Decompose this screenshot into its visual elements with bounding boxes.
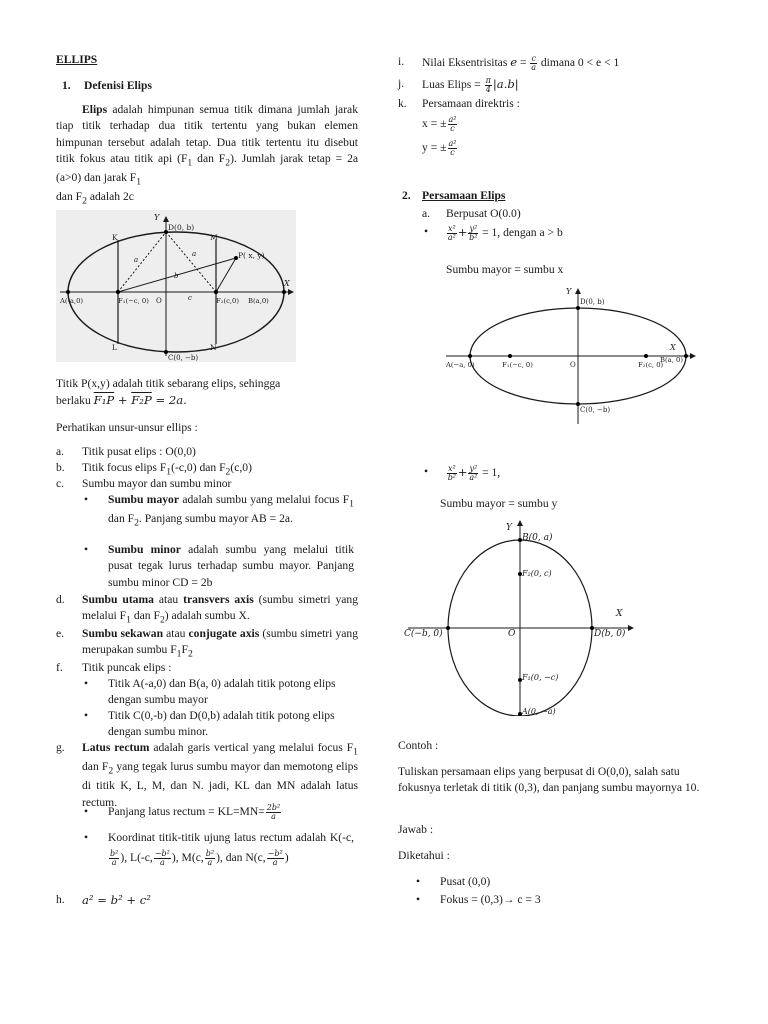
- svg-text:C(0, −b): C(0, −b): [580, 406, 611, 414]
- item-a: a. Titik pusat elips : O(0,0): [56, 445, 196, 458]
- svg-text:N: N: [210, 343, 217, 352]
- section2-a-mark: a.: [422, 207, 431, 220]
- sumbu-mayor-x: Sumbu mayor = sumbu x: [446, 263, 564, 276]
- item-c-mayor: • Sumbu mayor adalah sumbu yang melalui focus $F_1$ dan $F_2$. Panjang sumbu mayor AB = 2a.: [84, 493, 354, 529]
- svg-text:Y: Y: [506, 523, 512, 533]
- item-g-bullet1: • Panjang latus rectum = KL=MN= $\frac{\text{2b²}}{a}$: [84, 803, 281, 821]
- svg-text:P( x, y): P( x, y): [238, 251, 265, 260]
- item-f: f. Titik puncak elips :: [56, 661, 172, 674]
- unsur-intro: Perhatikan unsur-unsur ellips :: [56, 421, 198, 434]
- svg-text:K: K: [112, 233, 118, 242]
- term-elips: Elips: [82, 103, 108, 116]
- diketahui-bullet1: • Pusat (0,0): [416, 875, 491, 888]
- equation-vertical: • $\frac{\text{x²}}{\text{b²}}$ + $\frac{\text{y²}}{\text{a²}}$ = 1,: [424, 463, 501, 482]
- point-p-paragraph: Titik P(x,y) adalah titik sebarang elips, sehingga berlaku F₁P + F₂P = 2a.: [56, 377, 281, 408]
- definition-paragraph: Elips adalah himpunan semua titik dimana jumlah jarak tiap titik terhadap dua titik tertentu yang bukan elemen himpunan tersebut adalah tetap. Dua titik tertentu itu disebut titik fokus atau titik api ($F_1$ dan $F_2$). Jumlah jarak tetap = 2a (a>0) dan jarak $F_1$ dan $F_2$ adalah 2c: [56, 103, 359, 207]
- ellipse-diagram-horizontal: [56, 210, 296, 362]
- svg-text:L: L: [112, 343, 117, 352]
- svg-text:B(0, a): B(0, a): [522, 533, 553, 543]
- svg-text:A(−a, 0): A(−a, 0): [446, 361, 475, 369]
- x-axis-label: X: [284, 279, 290, 288]
- ellipse-diagram-y-major: [398, 518, 638, 716]
- svg-text:X: X: [670, 343, 676, 352]
- svg-text:O: O: [156, 297, 162, 305]
- svg-text:Y: Y: [566, 287, 572, 296]
- svg-text:F₂(c,0): F₂(c,0): [216, 297, 240, 305]
- directrix-y: y = ± $\frac{\text{a²}}{c}$: [422, 139, 457, 157]
- svg-text:F₁(−c, 0): F₁(−c, 0): [502, 361, 533, 369]
- svg-text:D(0, b): D(0, b): [168, 223, 195, 232]
- svg-text:a: a: [134, 256, 139, 264]
- svg-text:M: M: [210, 233, 218, 242]
- item-k: k. Persamaan direktris :: [398, 97, 520, 110]
- svg-text:F₁(−c, 0): F₁(−c, 0): [118, 297, 149, 305]
- item-h: h. a² = b² + c²: [56, 893, 151, 907]
- svg-text:D(b, 0): D(b, 0): [594, 629, 626, 639]
- contoh-label: Contoh :: [398, 739, 439, 752]
- document-title: ELLIPS: [56, 53, 98, 66]
- svg-text:c: c: [188, 294, 192, 302]
- item-c-minor: • Sumbu minor adalah sumbu yang melalui titik pusat tegak lurus terhadap sumbu mayor. Panjang sumbu minor CD = 2b: [84, 543, 354, 589]
- svg-text:D(0, b): D(0, b): [580, 298, 605, 306]
- svg-text:B(a, 0): B(a, 0): [660, 356, 683, 364]
- svg-text:a: a: [192, 250, 197, 258]
- section1-heading: Defenisi Elips: [84, 79, 152, 92]
- svg-text:B(a,0): B(a,0): [248, 297, 269, 305]
- item-g: g. Latus rectum adalah garis vertical yang melalui focus $F_1$ dan $F_2$ yang tegak lurus sumbu mayor dan memotong elips di titik K, L, M, dan N. jadi, KL dan MN adalah latus rectum.: [56, 741, 358, 809]
- svg-text:F₁(0, −c): F₁(0, −c): [522, 673, 559, 682]
- item-d: d. Sumbu utama atau transvers axis (sumbu simetri yang melalui $F_1$ dan $F_2$) adalah sumbu X.: [56, 593, 358, 626]
- svg-text:O: O: [570, 361, 576, 369]
- diketahui-label: Diketahui :: [398, 849, 450, 862]
- svg-text:O: O: [508, 629, 516, 639]
- item-g-bullet2: • Koordinat titik-titik ujung latus rectum adalah K(-c, $\frac{\text{b²}}{a}$ ), L(-c, $\frac{\text{−b²}}{a}$ ), M(c, $\frac{\text{b²}}{a}$ ), dan N(c, $\frac{\text{−b²}}{a}$ ): [84, 831, 354, 867]
- directrix-x: x = ± $\frac{\text{a²}}{c}$: [422, 115, 457, 133]
- ellipse-diagram-x-major: [446, 284, 696, 424]
- section2-heading: Persamaan Elips: [422, 189, 506, 202]
- svg-text:F₂(0, c): F₂(0, c): [522, 569, 552, 578]
- svg-text:C(0, −b): C(0, −b): [168, 354, 199, 362]
- item-f-bullet1: • Titik A(-a,0) dan B(a, 0) adalah titik potong elips dengan sumbu mayor: [84, 677, 336, 707]
- contoh-text: Tuliskan persamaan elips yang berpusat di O(0,0), salah satu fokusnya terletak di titik (0,3), dan panjang sumbu mayornya 10.: [398, 765, 700, 795]
- item-c: c. Sumbu mayor dan sumbu minor: [56, 477, 232, 490]
- svg-text:C(−b, 0): C(−b, 0): [404, 629, 443, 639]
- svg-text:A(-a,0): A(-a,0): [60, 297, 84, 305]
- y-axis-label: Y: [154, 213, 160, 222]
- section2-a-text: Berpusat O(0.0): [446, 207, 521, 220]
- sumbu-mayor-y: Sumbu mayor = sumbu y: [440, 497, 558, 510]
- equation-horizontal: • $\frac{\text{x²}}{\text{a²}}$ + $\frac{\text{y²}}{\text{b²}}$ = 1, dengan a > b: [424, 223, 563, 242]
- svg-text:X: X: [616, 609, 623, 619]
- section2-number: 2.: [402, 189, 411, 202]
- svg-text:b: b: [174, 272, 179, 280]
- item-i: i. Nilai Eksentrisitas e = $\frac{c}{a}$ dimana 0 < e < 1: [398, 53, 620, 72]
- svg-text:F₂(c, 0): F₂(c, 0): [638, 361, 664, 369]
- item-b: b. Titik focus elips $F_1(-c,0)$ dan $F_2(c,0)$: [56, 461, 252, 478]
- diketahui-bullet2: • Fokus = (0,3)→ c = 3: [416, 893, 541, 906]
- section1-number: 1.: [62, 79, 71, 92]
- item-f-bullet2: • Titik C(0,-b) dan D(0,b) adalah titik potong elips dengan sumbu minor.: [84, 709, 335, 739]
- item-e: e. Sumbu sekawan atau conjugate axis (sumbu simetri yang merupakan sumbu $F_1F_2$: [56, 627, 359, 660]
- svg-text:A(0, −a): A(0, −a): [522, 707, 556, 716]
- item-j: j. Luas Elips = $\frac{\pi}{4}$ |a.b|: [398, 75, 519, 94]
- jawab-label: Jawab :: [398, 823, 434, 836]
